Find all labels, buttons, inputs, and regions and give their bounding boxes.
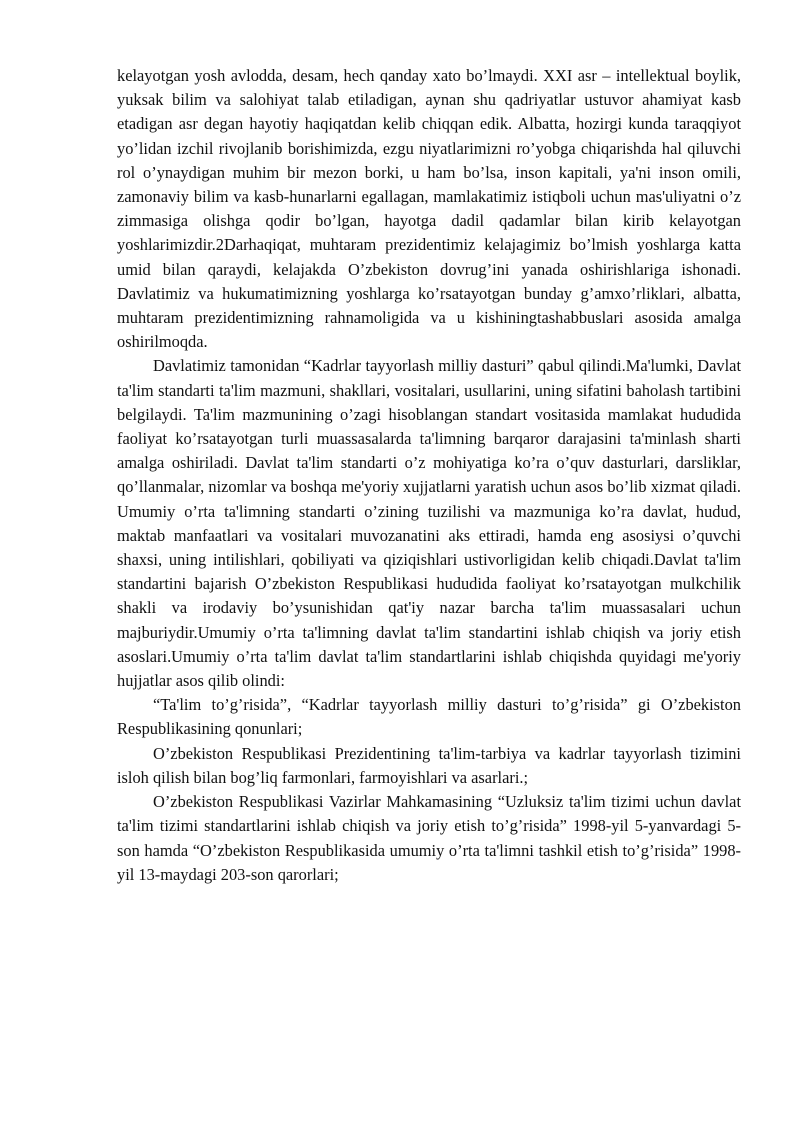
paragraph-1: kelayotgan yosh avlodda, desam, hech qanday xato bo’lmaydi. XXI asr – intellektual boylik, yuksak bilim va salohiyat talab etiladigan, aynan shu qadriyatlar ustuvor ahamiyat kasb etadigan asr degan hayotiy haqiqatdan kelib chiqqan edik. Albatta, hozirgi kunda taraqqiyot yo’lidan izchil rivojlanib borishimizda, ezgu niyatlarimizni ro’yobga chiqarishda hal qiluvchi rol o’ynaydigan muhim bir mezon borki, u ham bo’lsa, inson kapitali, ya'ni inson omili, zamonaviy bilim va kasb-hunarlarni egallagan, mamlakatimiz istiqboli uchun mas'uliyatni o’z zimmasiga olishga qodir bo’lgan, hayotga dadil qadamlar bilan kirib kelayotgan yoshlarimizdir.2Darhaqiqat, muhtaram prezidentimiz kelajagimiz bo’lmish yoshlarga katta umid bilan qaraydi, kelajakda O’zbekiston dovrug’ini yanada oshirishlariga ishonadi. Davlatimiz va hukumatimizning yoshlarga ko’rsatayotgan bunday g’amxo’rliklari, albatta, muhtaram prezidentimizning rahnamoligida va u kishiningtashabbuslari asosida amalga oshirilmoqda. <box>117 66 741 352</box>
paragraph-2: Davlatimiz tamonidan “Kadrlar tayyorlash milliy dasturi” qabul qilindi.Ma'lumki, Davlat ta'lim standarti ta'lim mazmuni, shakllari, vositalari, usullarini, uning sifatini baholash tartibini belgilaydi. Ta'lim mazmunining o’zagi hisoblangan standart vositasida mamlakat hududida faoliyat ko’rsatayotgan turli muassasalarda ta'limning barqaror darajasini ta'minlash sharti amalga oshiriladi. Davlat ta'lim standarti o’z mohiyatiga ko’ra o’quv dasturlari, darsliklar, qo’llanmalar, nizomlar va boshqa me'yoriy xujjatlarni yaratish uchun asos bo’lib xizmat qiladi. Umumiy o’rta ta'limning standarti o’zining tuzilishi va mazmuniga ko’ra davlat, hudud, maktab manfaatlari va vositalari muvozanatini aks ettiradi, hamda eng asosiysi o’quvchi shaxsi, uning intilishlari, qobiliyati va qiziqishlari ustivorligidan kelib chiqadi.Davlat ta'lim standartini bajarish O’zbekiston Respublikasi hududida faoliyat ko’rsatayotgan mulkchilik shakli va irodaviy bo’ysunishidan qat'iy nazar barcha ta'lim muassasalari uchun majburiydir.Umumiy o’rta ta'limning davlat ta'lim standartini ishlab chiqish va joriy etish asoslari.Umumiy o’rta ta'lim davlat ta'lim standartlarini ishlab chiqishda quyidagi me'yoriy hujjatlar asos qilib olindi: <box>117 356 741 691</box>
paragraph-4: O’zbekiston Respublikasi Prezidentining ta'lim-tarbiya va kadrlar tayyorlash tizimini isloh qilish bilan bog’liq farmonlari, farmoyishlari va asarlari.; <box>117 743 741 787</box>
paragraph-3: “Ta'lim to’g’risida”, “Kadrlar tayyorlash milliy dasturi to’g’risida” gi O’zbekiston Respublikasining qonunlari; <box>117 695 741 739</box>
document-page <box>117 64 741 887</box>
paragraph-5: O’zbekiston Respublikasi Vazirlar Mahkamasining “Uzluksiz ta'lim tizimi uchun davlat ta'lim tizimi standartlarini ishlab chiqish va joriy etish to’g’risida” 1998-yil 5-yanvardagi 5-son hamda “O’zbekiston Respublikasida umumiy o’rta ta'limni tashkil etish to’g’risida” 1998-yil 13-maydagi 203-son qarorlari; <box>117 792 741 884</box>
